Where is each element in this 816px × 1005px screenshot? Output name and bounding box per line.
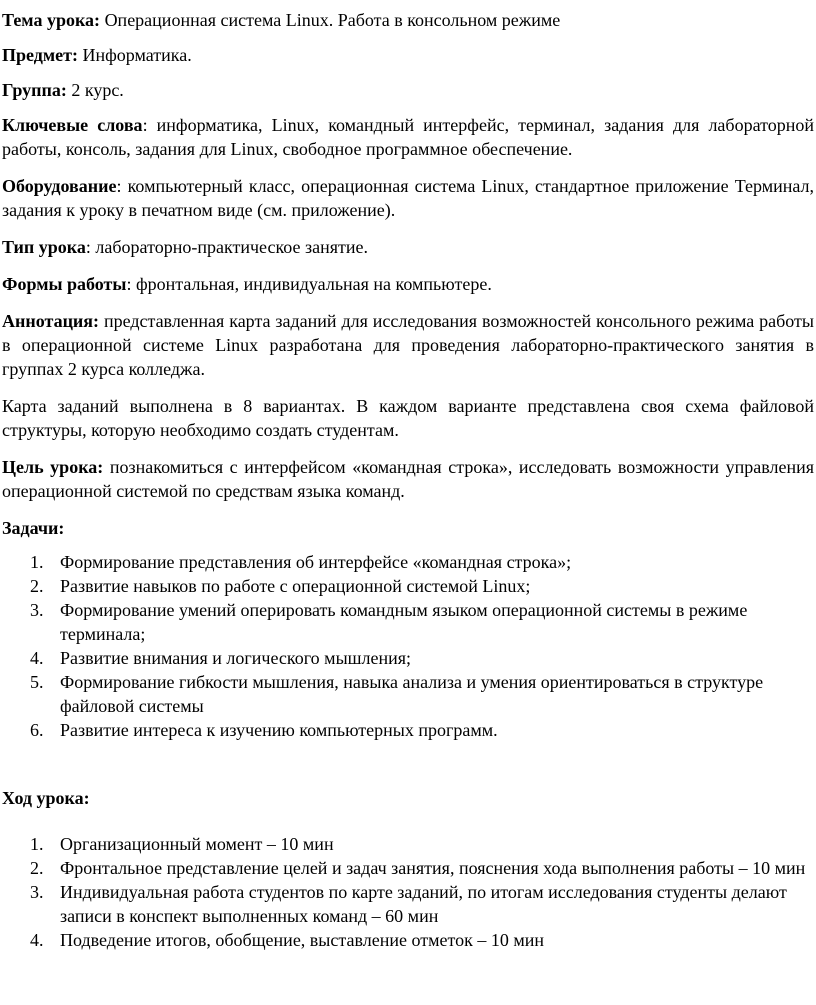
list-number: 6. — [30, 720, 44, 740]
subject-value: Информатика. — [77, 45, 192, 65]
list-item-text: Формирование гибкости мышления, навыка анализа и умения ориентироваться в структуре файловой системы — [60, 672, 764, 716]
list-item — [2, 880, 814, 928]
list-number: 5. — [30, 672, 44, 692]
group-value: 2 курс. — [66, 80, 124, 100]
list-item — [2, 550, 814, 574]
subject-label: Предмет: — [2, 45, 78, 65]
list-number: 3. — [30, 600, 44, 620]
variants-paragraph: Карта заданий выполнена в 8 вариантах. В каждом варианте представлена своя схема файловой структуры, которую необходимо создать студентам. — [2, 396, 814, 440]
lesson-type-line — [2, 235, 814, 259]
work-forms-value: : фронтальная, индивидуальная на компьютере. — [126, 274, 492, 294]
list-number: 2. — [30, 576, 44, 596]
list-item-text: Развитие внимания и логического мышления; — [60, 648, 412, 668]
course-heading: Ход урока: — [2, 788, 90, 808]
list-item-text: Формирование умений оперировать командным языком операционной системы в режиме терминала; — [60, 600, 748, 644]
tasks-heading: Задачи: — [2, 518, 65, 538]
keywords-paragraph — [2, 113, 814, 161]
list-item — [2, 646, 814, 670]
group-label: Группа: — [2, 80, 67, 100]
equipment-paragraph — [2, 174, 814, 222]
subject-line — [2, 43, 814, 67]
list-number: 1. — [30, 552, 44, 572]
keywords-label: Ключевые слова — [2, 115, 143, 135]
list-number: 2. — [30, 858, 44, 878]
annotation-paragraph — [2, 309, 814, 381]
list-number: 4. — [30, 648, 44, 668]
annotation-label: Аннотация: — [2, 311, 100, 331]
list-item-text: Организационный момент – 10 мин — [60, 834, 334, 854]
group-line — [2, 78, 814, 102]
annotation-value: представленная карта заданий для исследования возможностей консольного режима работы в операционной системе Linux разработана для проведения лабораторно-практического занятия в группах 2 курса колледжа. — [2, 311, 814, 379]
list-item-text: Подведение итогов, обобщение, выставление отметок – 10 мин — [60, 930, 544, 950]
goal-value: познакомиться с интерфейсом «командная строка», исследовать возможности управления операционной системой по средствам языка команд. — [2, 457, 814, 501]
list-item — [2, 856, 814, 880]
topic-value: Операционная система Linux. Работа в консольном режиме — [100, 10, 561, 30]
list-number: 1. — [30, 834, 44, 854]
list-number: 4. — [30, 930, 44, 950]
list-item-text: Развитие интереса к изучению компьютерных программ. — [60, 720, 498, 740]
list-item-text: Развитие навыков по работе с операционной системой Linux; — [60, 576, 531, 596]
list-item — [2, 928, 814, 952]
list-item-text: Фронтальное представление целей и задач занятия, пояснения хода выполнения работы – 10 мин — [60, 858, 806, 878]
list-item — [2, 718, 814, 742]
list-item — [2, 574, 814, 598]
lesson-type-value: : лабораторно-практическое занятие. — [85, 237, 368, 257]
goal-label: Цель урока: — [2, 457, 104, 477]
list-item — [2, 832, 814, 856]
tasks-list — [2, 550, 814, 742]
work-forms-label: Формы работы — [2, 274, 127, 294]
topic-line — [2, 8, 814, 32]
work-forms-line — [2, 272, 814, 296]
list-item — [2, 598, 814, 646]
list-item — [2, 670, 814, 718]
list-item-text: Индивидуальная работа студентов по карте заданий, по итогам исследования студенты делают записи в конспект выполненных команд – 60 мин — [60, 882, 787, 926]
equipment-value: : компьютерный класс, операционная система Linux, стандартное приложение Терминал, задания к уроку в печатном виде (см. приложение). — [2, 176, 814, 220]
list-item-text: Формирование представления об интерфейсе «командная строка»; — [60, 552, 572, 572]
keywords-value: : информатика, Linux, командный интерфейс, терминал, задания для лабораторной работы, консоль, задания для Linux, свободное программное обеспечение. — [2, 115, 814, 159]
lesson-type-label: Тип урока — [2, 237, 86, 257]
course-list — [2, 832, 814, 952]
equipment-label: Оборудование — [2, 176, 117, 196]
topic-label: Тема урока: — [2, 10, 101, 30]
list-number: 3. — [30, 882, 44, 902]
goal-paragraph — [2, 455, 814, 503]
